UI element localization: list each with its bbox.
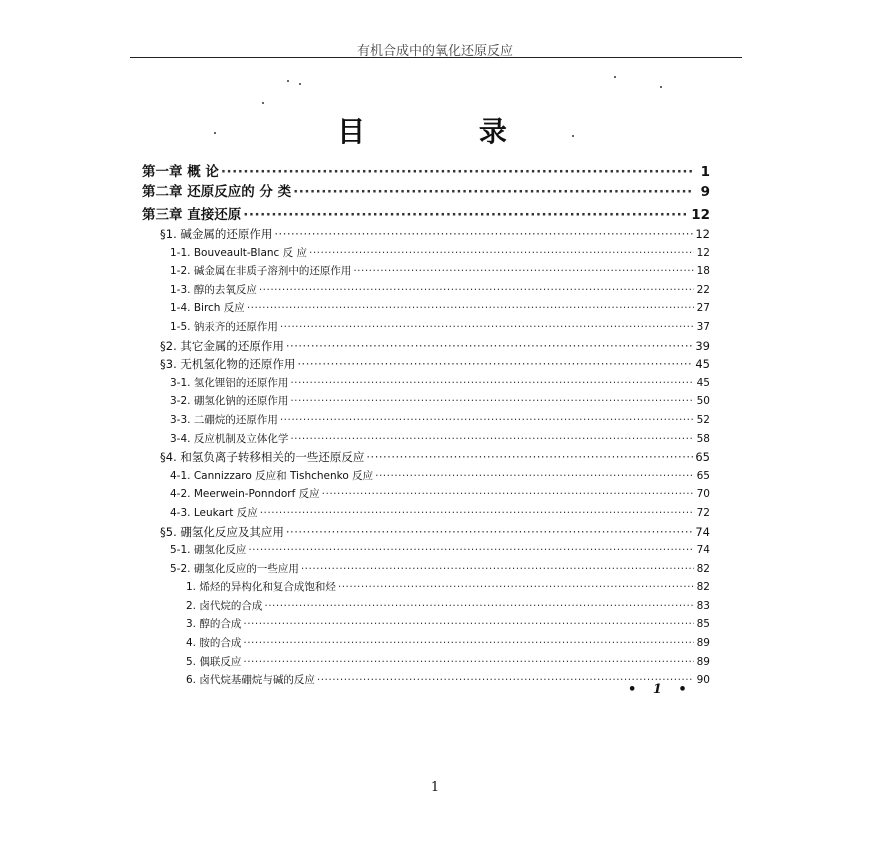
toc-entry-label: 4-3. Leukart 反应 [170,506,258,519]
toc-dot-leader [290,433,694,445]
toc-dot-leader [290,377,694,389]
toc-entry-label: 4-2. Meerwein-Ponndorf 反应 [170,488,320,501]
toc-entry-label: 1-4. Birch 反应 [170,302,245,315]
toc-entry [142,412,710,431]
toc-dot-leader [221,164,694,180]
scan-speck [614,76,616,78]
toc-entry-page: 27 [696,302,710,315]
toc-dot-leader [280,414,694,426]
toc-entry [142,431,710,450]
toc-dot-leader [280,321,694,333]
toc-entry [142,338,710,357]
scan-speck [262,102,264,104]
toc-entry-label: 第二章 还原反应的 分 类 [142,184,292,200]
toc-entry-label: 3-3. 二硼烷的还原作用 [170,413,278,426]
toc-dot-leader [243,656,694,668]
toc-entry [142,375,710,394]
toc-entry [142,319,710,338]
toc-entry-label: 1. 烯烃的异构化和复合成饱和烃 [186,581,336,594]
toc-entry-page: 72 [696,506,710,519]
toc-dot-leader [309,247,694,259]
toc-dot-leader [297,357,693,371]
toc-entry-label: 5. 偶联反应 [186,655,242,668]
toc-dot-leader [243,618,694,630]
toc-entry [142,561,710,580]
toc-dot-leader [353,265,694,277]
toc-entry [142,654,710,673]
scan-speck [287,80,289,82]
toc-entry [142,263,710,282]
toc-entry [142,468,710,487]
footer-page-number: 1 [430,780,440,795]
toc-entry-page: 83 [696,599,710,612]
header-rule [130,57,742,58]
toc-entry-page: 1 [700,164,710,180]
toc-entry [142,524,710,543]
page-marker: • 1 • [628,682,693,697]
toc-entry-label: §2. 其它金属的还原作用 [160,338,284,353]
toc-entry [142,616,710,635]
toc-entry-page: 82 [696,562,710,575]
toc-entry [142,598,710,617]
toc-entry [142,180,710,203]
toc-entry-page: 37 [696,320,710,333]
toc-entry-page: 22 [696,283,710,296]
scan-speck [299,83,301,85]
toc-entry [142,486,710,505]
toc-entry-label: 6. 卤代烷基硼烷与碱的反应 [186,674,315,687]
toc-entry-page: 58 [696,432,710,445]
toc-entry [142,542,710,561]
toc-entry-page: 39 [695,338,710,353]
toc-entry-label: 1-5. 钠汞齐的还原作用 [170,320,278,333]
toc-dot-leader [260,507,694,519]
toc-entry [142,579,710,598]
toc-entry-label: 3-1. 氢化锂铝的还原作用 [170,376,289,389]
toc-entry [142,505,710,524]
toc-dot-leader [259,284,694,296]
toc-entry-page: 12 [691,207,710,223]
toc-entry-page: 65 [696,469,710,482]
toc-entry-label: 1-1. Bouveault-Blanc 反 应 [170,246,307,259]
toc-entry-page: 45 [695,357,710,372]
toc-entry-label: 4. 胺的合成 [186,637,242,650]
toc-entry [142,672,710,691]
toc-entry-label: 5-1. 硼氢化反应 [170,544,247,557]
toc-dot-leader [286,339,693,353]
toc-entry-page: 70 [696,488,710,501]
toc-entry-page: 65 [695,450,710,465]
toc-entry-label: 3. 醇的合成 [186,618,242,631]
scan-speck [660,86,662,88]
toc-dot-leader [338,581,694,593]
toc-dot-leader [264,600,694,612]
toc-entry-label: 4-1. Cannizzaro 反应和 Tishchenko 反应 [170,469,374,482]
toc-entry-label: 第一章 概 论 [142,164,219,180]
toc-entry-page: 74 [696,544,710,557]
toc-entry-page: 74 [695,524,710,539]
toc-entry-label: 1-2. 碱金属在非质子溶剂中的还原作用 [170,265,352,278]
toc-entry-label: 2. 卤代烷的合成 [186,599,263,612]
toc-dot-leader [286,525,693,539]
toc-entry-page: 18 [696,265,710,278]
toc-dot-leader [293,184,694,200]
toc-entry-page: 12 [696,246,710,259]
toc-entry [142,282,710,301]
toc-entry [142,226,710,245]
toc-dot-leader [301,563,694,575]
toc-entry-page: 9 [700,184,710,200]
toc-entry-page: 85 [696,618,710,631]
toc-dot-leader [243,637,694,649]
toc-entry-label: 3-2. 硼氢化钠的还原作用 [170,395,289,408]
toc-entry-page: 12 [695,227,710,241]
toc-entry [142,300,710,319]
toc-dot-leader [247,302,694,314]
toc-entry [142,160,710,180]
toc-entry-label: 5-2. 硼氢化反应的一些应用 [170,562,299,575]
toc-dot-leader [274,227,693,241]
toc-entry [142,203,710,226]
running-header: 有机合成中的氧化还原反应 [356,44,513,59]
toc-dot-leader [366,450,693,464]
toc-dot-leader [322,488,694,500]
toc-entry-label: §5. 硼氢化反应及其应用 [160,524,284,539]
toc-entry [142,393,710,412]
toc-entry-page: 89 [696,637,710,650]
toc-entry-label: 1-3. 醇的去氧反应 [170,283,257,296]
toc-entry-page: 89 [696,655,710,668]
page-title: 目 录 [337,115,559,148]
toc-entry-page: 90 [696,674,710,687]
toc-dot-leader [248,544,694,556]
toc-entry [142,449,710,468]
toc-entry-label: §3. 无机氢化物的还原作用 [160,357,296,372]
toc-entry-label: 3-4. 反应机制及立体化学 [170,432,289,445]
table-of-contents [142,160,710,691]
toc-dot-leader [290,395,694,407]
toc-entry [142,245,710,264]
toc-entry-label: §1. 碱金属的还原作用 [160,227,273,241]
toc-entry [142,635,710,654]
toc-entry [142,356,710,375]
toc-entry-label: §4. 和氢负离子转移相关的一些还原反应 [160,450,365,465]
toc-dot-leader [375,470,694,482]
toc-entry-page: 82 [696,581,710,594]
toc-entry-page: 52 [696,413,710,426]
toc-entry-label: 第三章 直接还原 [142,207,242,223]
toc-dot-leader [243,207,689,223]
toc-entry-page: 45 [696,376,710,389]
toc-entry-page: 50 [696,395,710,408]
